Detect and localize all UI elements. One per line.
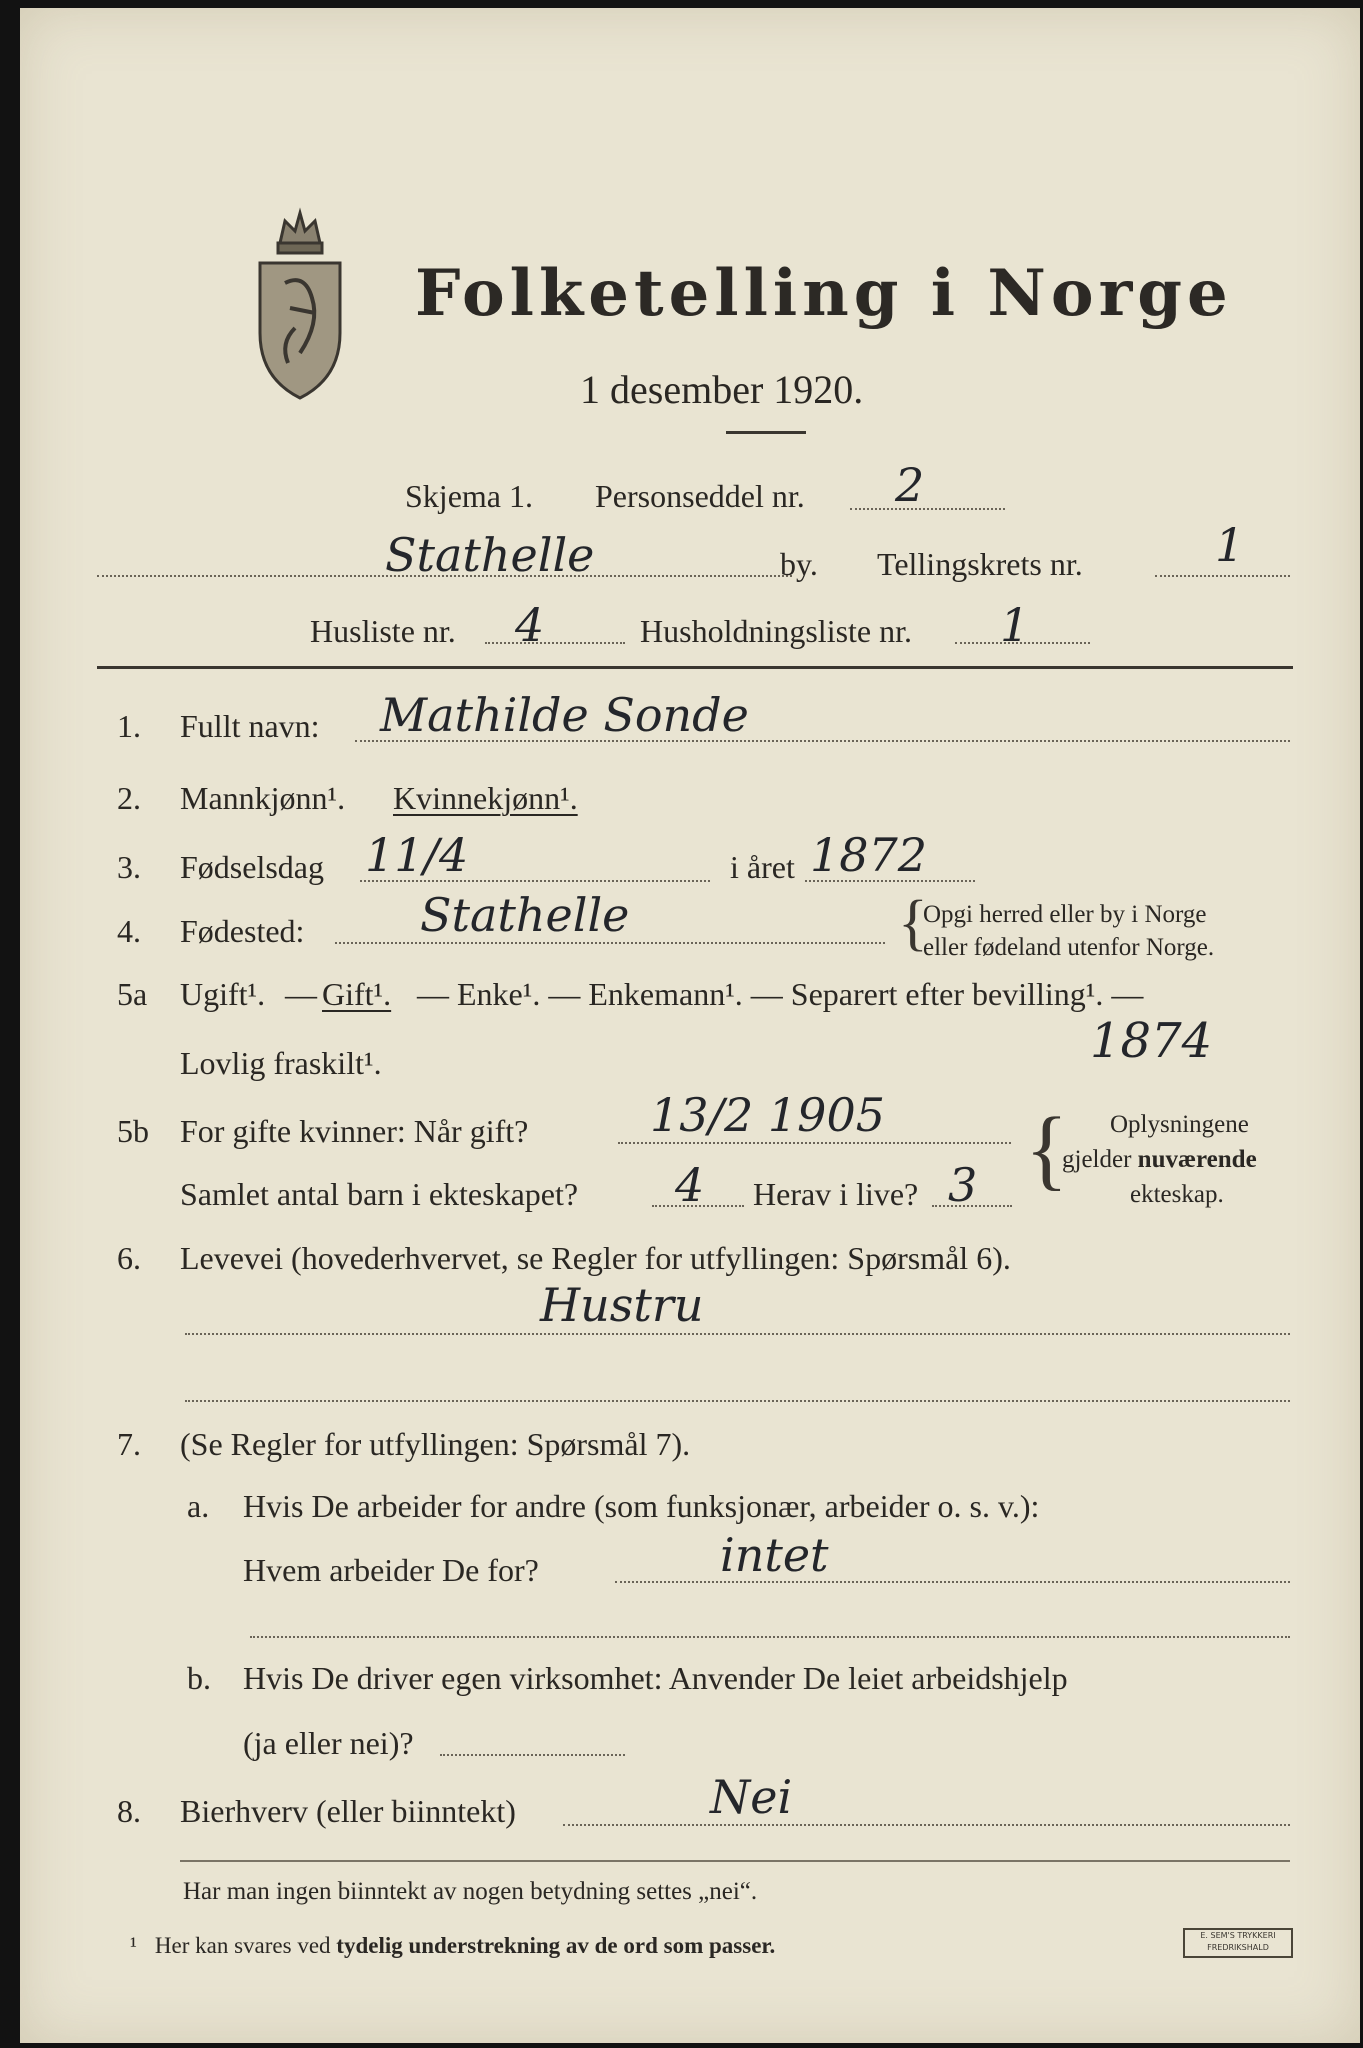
q5b-alive-label: Herav i live?	[753, 1176, 919, 1212]
skjema-label: Skjema 1.	[405, 478, 533, 514]
q7b-question: (ja eller nei)?	[243, 1725, 414, 1761]
q5a-ugift-option: Ugift¹.	[180, 976, 266, 1012]
q1-full-name-value[interactable]: Mathilde Sonde	[380, 688, 749, 742]
by-label: by.	[780, 546, 818, 582]
q7a-text: Hvis De arbeider for andre (som funksjonær, arbeider o. s. v.):	[243, 1488, 1040, 1524]
husholdningsliste-value[interactable]: 1	[1000, 598, 1030, 652]
q6-number: 6.	[117, 1240, 141, 1276]
q6-occupation-value[interactable]: Hustru	[540, 1278, 704, 1332]
q5a-margin-year: 1874	[1090, 1013, 1213, 1069]
q7a-question: Hvem arbeider De for?	[243, 1552, 539, 1588]
q4-label: Fødested:	[180, 913, 305, 949]
q7b-letter: b.	[187, 1660, 211, 1696]
q5a-lovlig-fraskilt: Lovlig fraskilt¹.	[180, 1045, 382, 1081]
q4-note-line1: Opgi herred eller by i Norge	[923, 901, 1207, 928]
q7b-text: Hvis De driver egen virksomhet: Anvender De leiet arbeidshjelp	[243, 1660, 1068, 1696]
footer-rule	[180, 1860, 1290, 1862]
q5a-dash: —	[285, 976, 317, 1012]
q5b-label: For gifte kvinner: Når gift?	[180, 1113, 529, 1149]
personseddel-label: Personseddel nr.	[595, 478, 805, 514]
q5b-married-date-value[interactable]: 13/2 1905	[650, 1088, 885, 1142]
q2-male-option: Mannkjønn¹.	[180, 780, 346, 816]
q5b-note-line3: ekteskap.	[1130, 1181, 1224, 1208]
census-form-sheet: Folketelling i Norge 1 desember 1920. Skjema 1. Personseddel nr. 2 Stathelle by. Tellingskrets nr. 1 Husliste nr. 4 Husholdningsliste nr. 1 1. Fullt navn: Mathilde Sonde 2. Mannkjønn¹. Kvinnekjønn¹. 3. Fødselsdag 11/4 i året 1872 4. Fødested: Stathelle { Opgi herred eller by i Norge eller fødeland utenfor Norge. 5a Ugift¹. — Gift¹. — Enke¹. — Enkemann¹. — Separert efter bevilling¹. — Lovlig fraskilt¹. 1874 5b For gifte kvinner: Når gift? 13/2 1905 Samlet antal barn i ekteskapet? 4 Herav i live? 3 { Oplysningene gjelder nuværende ekteskap. 6. Levevei (hovederhvervet, se Regler for utfyllingen: Spørsmål 6). Hustru 7. (Se Regler for utfyllingen: Spørsmål 7). a. Hvis De arbeider for andre (som funksjonær, arbeider o. s. v.): Hvem arbeider De for? intet b. Hvis De driver egen virksomhet: Anvender De leiet arbeidshjelp (ja eller nei)? 8. Bierhverv (eller biinntekt) Nei Har man ingen biinntekt av nogen betydning settes „nei“. ¹ Her kan svares ved tydelig understrekning av de ord som passer. E. SEM'S TRYKKERI FREDRIKSHALD	[20, 8, 1360, 2043]
q2-female-option: Kvinnekjønn¹.	[393, 780, 578, 816]
personseddel-value[interactable]: 2	[895, 458, 925, 512]
q7a-letter: a.	[187, 1488, 210, 1524]
q3-number: 3.	[117, 849, 141, 885]
q4-birthplace-value[interactable]: Stathelle	[420, 888, 630, 942]
q7-label: (Se Regler for utfyllingen: Spørsmål 7).	[180, 1426, 691, 1462]
header-rule	[97, 666, 1293, 669]
q1-label: Fullt navn:	[180, 708, 320, 744]
footnote: ¹ Her kan svares ved tydelig understrekning av de ord som passer.	[130, 1933, 776, 1958]
title-divider	[726, 431, 806, 434]
q2-number: 2.	[117, 780, 141, 816]
city-value[interactable]: Stathelle	[385, 528, 595, 582]
footer-note: Har man ingen biinntekt av nogen betydning settes „nei“.	[183, 1878, 758, 1905]
q8-number: 8.	[117, 1793, 141, 1829]
tellingskrets-value[interactable]: 1	[1215, 518, 1245, 572]
q4-note-line2: eller fødeland utenfor Norge.	[923, 934, 1215, 961]
q7a-employer-value[interactable]: intet	[720, 1528, 829, 1582]
q8-side-income-value[interactable]: Nei	[710, 1770, 793, 1824]
husliste-value[interactable]: 4	[515, 598, 545, 652]
q5b-children-label: Samlet antal barn i ekteskapet?	[180, 1176, 579, 1212]
q6-label: Levevei (hovederhvervet, se Regler for utfyllingen: Spørsmål 6).	[180, 1240, 1011, 1276]
q5a-number: 5a	[117, 976, 148, 1012]
q5b-note-line2: gjelder nuværende	[1062, 1146, 1257, 1173]
q1-number: 1.	[117, 708, 141, 744]
tellingskrets-label: Tellingskrets nr.	[877, 546, 1083, 582]
q3-label: Fødselsdag	[180, 849, 324, 885]
husliste-label: Husliste nr.	[310, 613, 456, 649]
q3-year-label: i året	[730, 849, 795, 885]
q5a-other-options: — Enke¹. — Enkemann¹. — Separert efter bevilling¹. —	[417, 976, 1144, 1012]
q5b-number: 5b	[117, 1113, 149, 1149]
q5b-note-line1: Oplysningene	[1110, 1111, 1249, 1138]
q5b-children-value[interactable]: 4	[675, 1158, 705, 1212]
q3-year-value[interactable]: 1872	[810, 828, 928, 882]
q4-number: 4.	[117, 913, 141, 949]
q8-label: Bierhverv (eller biinntekt)	[180, 1793, 516, 1829]
q7-number: 7.	[117, 1426, 141, 1462]
printer-stamp: E. SEM'S TRYKKERI FREDRIKSHALD	[1183, 1928, 1293, 1958]
q5b-alive-value[interactable]: 3	[948, 1158, 978, 1212]
husholdningsliste-label: Husholdningsliste nr.	[640, 613, 913, 649]
q3-birthday-value[interactable]: 11/4	[365, 828, 469, 882]
coat-of-arms-icon	[250, 203, 350, 403]
q5a-gift-option: Gift¹.	[322, 976, 392, 1012]
form-title: Folketelling i Norge	[415, 256, 1233, 331]
census-date: 1 desember 1920.	[580, 367, 864, 412]
